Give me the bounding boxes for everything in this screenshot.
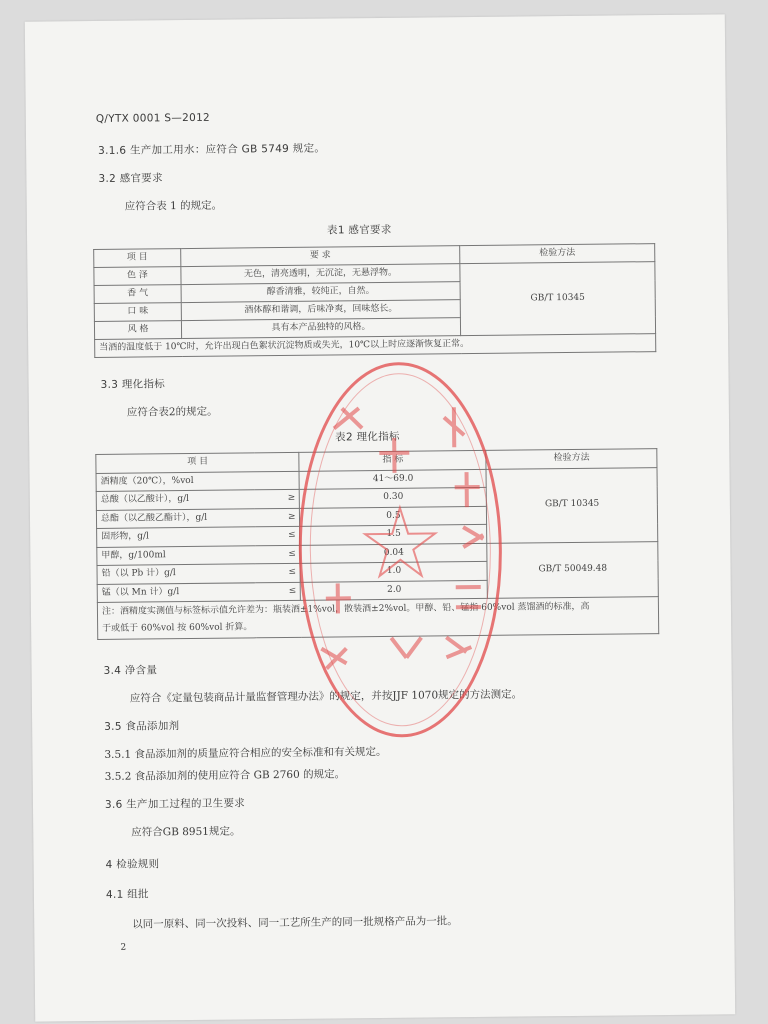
- table2-caption: 表2 理化指标: [335, 430, 400, 444]
- table1-note: 当酒的温度低于 10℃时，允许出现白色絮状沉淀物质或失光，10℃以上时应逐渐恢复正常。: [95, 334, 656, 358]
- clause-3-1-6: 3.1.6 生产加工用水：应符合 GB 5749 规定。: [98, 142, 326, 157]
- heading-3-3: 3.3 理化指标: [100, 378, 166, 391]
- table2-row-item: 固形物，g/l: [97, 527, 256, 547]
- table2-row-item: 甲醇，g/100ml: [97, 545, 256, 565]
- table1-row-item: 色 泽: [94, 267, 181, 286]
- heading-3-4: 3.4 净含量: [103, 664, 158, 677]
- table2-row-value: 2.0: [301, 580, 488, 600]
- table2-row-sym: ≤: [255, 563, 300, 582]
- table2-row-item: 总酸（以乙酸计），g/l: [96, 490, 255, 510]
- table1-header-req: 要 求: [181, 246, 460, 267]
- table2-row-item: 锰（以 Mn 计）g/l: [97, 582, 256, 602]
- page-number: 2: [120, 942, 127, 953]
- document-page: [25, 14, 735, 1021]
- table2-note: [97, 597, 658, 640]
- table1-row-req: 酒体醇和谐调，后味净爽，回味悠长。: [181, 300, 460, 321]
- table2-row-sym: ≥: [255, 489, 300, 508]
- clause-3-4-body: 应符合《定量包装商品计量监督管理办法》的规定，并按JJF 1070规定的方法测定。: [129, 688, 523, 705]
- table2-method-a: GB/T 10345: [486, 467, 657, 543]
- table2-row-sym: ≤: [256, 582, 301, 601]
- table1-header-method: 检验方法: [460, 244, 655, 264]
- table2-row-sym: ≤: [255, 526, 300, 545]
- table1-row-req: 具有本产品独特的风格。: [181, 318, 460, 339]
- table2-header-value: 指 标: [299, 450, 486, 470]
- table2-header-method: 检验方法: [486, 449, 657, 469]
- table2-row-sym: ≥: [255, 508, 300, 527]
- table2-row-value: 1.0: [300, 561, 487, 581]
- table2-row-item: 铅（以 Pb 计）g/l: [97, 564, 256, 584]
- table1-header-item: 项 目: [94, 249, 181, 268]
- clause-3-6-body: 应符合GB 8951规定。: [131, 825, 241, 839]
- table2-row-sym: ≤: [255, 545, 300, 564]
- table2-row-value: 1.5: [300, 524, 487, 544]
- table2-row-item: 总酯（以乙酸乙酯计），g/l: [96, 508, 255, 528]
- table2-row-value: 0.5: [300, 506, 487, 526]
- table1-row-item: 香 气: [94, 285, 181, 304]
- table2-row-value: 0.04: [300, 543, 487, 563]
- heading-3-6: 3.6 生产加工过程的卫生要求: [104, 797, 246, 811]
- table2-note-line2: 于或低于 60%vol 按 60%vol 折算。: [102, 622, 253, 634]
- table2-row-value: 41～69.0: [299, 469, 486, 489]
- table2-method-b: GB/T 50049.48: [487, 541, 658, 598]
- table2-note-line1: 注：酒精度实测值与标签标示值允许差为：瓶装酒±1%vol，散装酒±2%vol。甲醇、铅、锰指 60%vol 蒸馏酒的标准，高: [101, 601, 590, 617]
- table1-caption: 表1 感官要求: [326, 223, 392, 237]
- heading-4: 4 检验规则: [105, 858, 160, 871]
- heading-3-5: 3.5 食品添加剂: [104, 720, 180, 733]
- table2-row-value: 0.30: [300, 487, 487, 507]
- clause-3-5-2: 3.5.2 食品添加剂的使用应符合 GB 2760 的规定。: [104, 768, 346, 783]
- heading-3-2: 3.2 感官要求: [98, 172, 163, 185]
- table1-row-req: 醇香清雅，较纯正，自然。: [181, 282, 460, 303]
- table-physicochemical: [95, 448, 659, 640]
- table1-row-item: 风 格: [94, 321, 181, 340]
- clause-3-5-1: 3.5.1 食品添加剂的质量应符合相应的安全标准和有关规定。: [104, 745, 387, 761]
- doc-code: Q/YTX 0001 S—2012: [95, 111, 211, 125]
- table1-row-item: 口 味: [94, 303, 181, 322]
- table2-header-item: 项 目: [96, 452, 300, 473]
- table-sensory: [93, 243, 656, 358]
- clause-4-1-body: 以同一原料、同一次投料、同一工艺所生产的同一批规格产品为一批。: [132, 915, 458, 931]
- table1-method: GB/T 10345: [460, 262, 656, 336]
- heading-4-1: 4.1 组批: [105, 888, 149, 901]
- table2-row-sym: [255, 471, 300, 490]
- table1-row-req: 无色，清亮透明，无沉淀，无悬浮物。: [181, 264, 460, 285]
- clause-3-3-body: 应符合表2的规定。: [126, 405, 218, 419]
- table2-row-item: 酒精度（20℃），%vol: [96, 471, 255, 491]
- clause-3-2-body: 应符合表 1 的规定。: [124, 199, 223, 213]
